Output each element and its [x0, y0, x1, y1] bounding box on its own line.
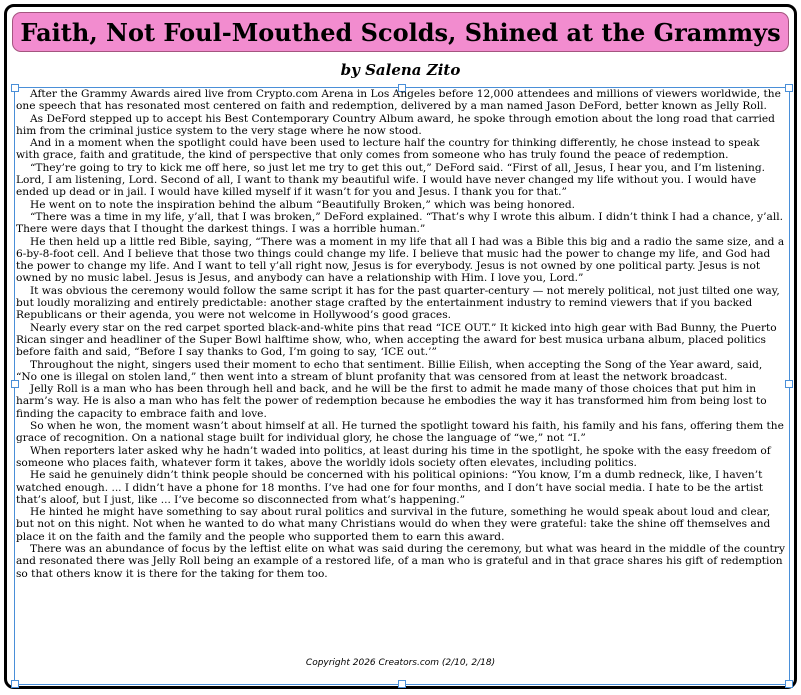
byline: by Salena Zito — [340, 61, 461, 79]
paragraph: He said he genuinely didn’t think people should be concerned with his political opinions: “You know, I’m a dumb redneck, like, I haven’t watched enough. ... I didn’t have a phone for 18 months. I’ve had one for four months, and I don’t have social media. I hate to be the artist that’s aloof, but I just, like ... I’ve become so disconnected from what’s happening.” — [16, 469, 764, 506]
resize-handle-middle-right[interactable] — [785, 380, 793, 388]
paragraph: There was an abundance of focus by the leftist elite on what was said during the ceremony, but what was heard in the middle of the country and resonated there was Jelly Roll being an example of a restored life, of a man who is grateful and in that grace shares his gift of redemption so that others know it is there for the taking for them too. — [16, 542, 785, 580]
paragraph: He went on to note the inspiration behind the album “Beautifully Broken,” which was being honored. — [30, 198, 576, 211]
copyright-notice: Copyright 2026 Creators.com (2/10, 2/18) — [305, 658, 496, 668]
resize-handle-bottom-middle[interactable] — [398, 680, 406, 688]
article-body — [16, 88, 786, 580]
paragraph: He then held up a little red Bible, saying, “There was a moment in my life that all I had was a Bible this big and a radio the same size, and a 6-by-8-foot cell. And I believe that those two things could change my life. I believe that music had the power to change my life, and God had the power to change my life. And I want to tell y’all right now, Jesus is for everybody. Jesus is not owned by one political party. Jesus is not owned by no music label. Jesus is Jesus, and anybody can have a relationship with Him. I love you, Lord.” — [16, 235, 785, 285]
resize-handle-bottom-right[interactable] — [785, 680, 793, 688]
headline: Faith, Not Foul-Mouthed Scolds, Shined at the Grammys — [20, 17, 781, 47]
paragraph: When reporters later asked why he hadn’t waded into politics, at least during his time in the spotlight, he spoke with the easy freedom of someone who places faith, whatever form it takes, above the worldly idols society often elevates, including politics. — [16, 444, 771, 469]
resize-handle-top-right[interactable] — [785, 84, 793, 92]
resize-handle-bottom-left[interactable] — [11, 680, 19, 688]
paragraph: Jelly Roll is a man who has been through hell and back, and he will be the first to admit he made many of those choices that put him in harm’s way. He is also a man who has felt the power of redemption because he embodies the way it has transformed him from being lost to finding the capacity to embrace faith and love. — [16, 383, 767, 420]
paragraph: And in a moment when the spotlight could have been used to lecture half the country for thinking differently, he chose instead to speak with grace, faith and gratitude, the kind of perspective that only comes from someone who has truly found the peace of redemption. — [16, 137, 760, 162]
paragraph: Throughout the night, singers used their moment to echo that sentiment. Billie Eilish, when accepting the Song of the Year award, said, “No one is illegal on stolen land,” then went into a stream of blunt profanity that was censored from at least the network broadcast. — [16, 358, 763, 383]
paragraph: It was obvious the ceremony would follow the same script it has for the past quarter-century — not merely political, not just tilted one way, but loudly moralizing and entirely predictable: another stage crafted by the entertainment industry to remind viewers that if you backed Republicans or their agenda, you were not welcome in Hollywood’s good graces. — [16, 284, 780, 322]
paragraph: Nearly every star on the red carpet sported black-and-white pins that read “ICE OUT.” It kicked into high gear with Bad Bunny, the Puerto Rican singer and headliner of the Super Bowl halftime show, who, when accepting the award for best musica urbana album, placed politics before faith and said, “Before I say thanks to God, I’m going to say, ‘ICE out.’” — [16, 321, 777, 359]
paragraph: “There was a time in my life, y’all, that I was broken,” DeFord explained. “That’s why I wrote this album. I didn’t think I had a chance, y’all. There were days that I thought the darkest things. I was a horrible human.” — [16, 210, 783, 236]
paragraph: So when he won, the moment wasn’t about himself at all. He turned the spotlight toward his faith, his family and his fans, offering them the grace of recognition. On a national stage built for individual glory, he chose the language of “we,” not “I.” — [16, 420, 784, 445]
paragraph: “They’re going to try to kick me off here, so just let me try to get this out,” DeFord said. “First of all, Jesus, I hear you, and I’m listening. Lord, I am listening, Lord. Second of all, I want to thank my beautiful wife. I would have never changed my life without you. I would have ended up dead or in jail. I would have killed myself if it wasn’t for you and Jesus. I thank you for that.” — [16, 161, 766, 199]
paragraph: After the Grammy Awards aired live from Crypto.com Arena in Los Angeles before 12,000 attendees and millions of viewers worldwide, the one speech that has resonated most centered on faith and redemption, delivered by a man named Jason DeFord, better known as Jelly Roll. — [16, 88, 781, 113]
paragraph: He hinted he might have something to say about rural politics and survival in the future, something he would speak about loud and clear, but not on this night. Not when he wanted to do what many Christians would do when they were grateful: take the shine off themselves and place it on the faith and the family and the people who supported them to earn this award. — [16, 506, 771, 543]
paragraph: As DeFord stepped up to accept his Best Contemporary Country Album award, he spoke through emotion about the long road that carried him from the criminal justice system to the very stage where he now stood. — [16, 112, 775, 137]
headline-banner — [12, 12, 789, 52]
